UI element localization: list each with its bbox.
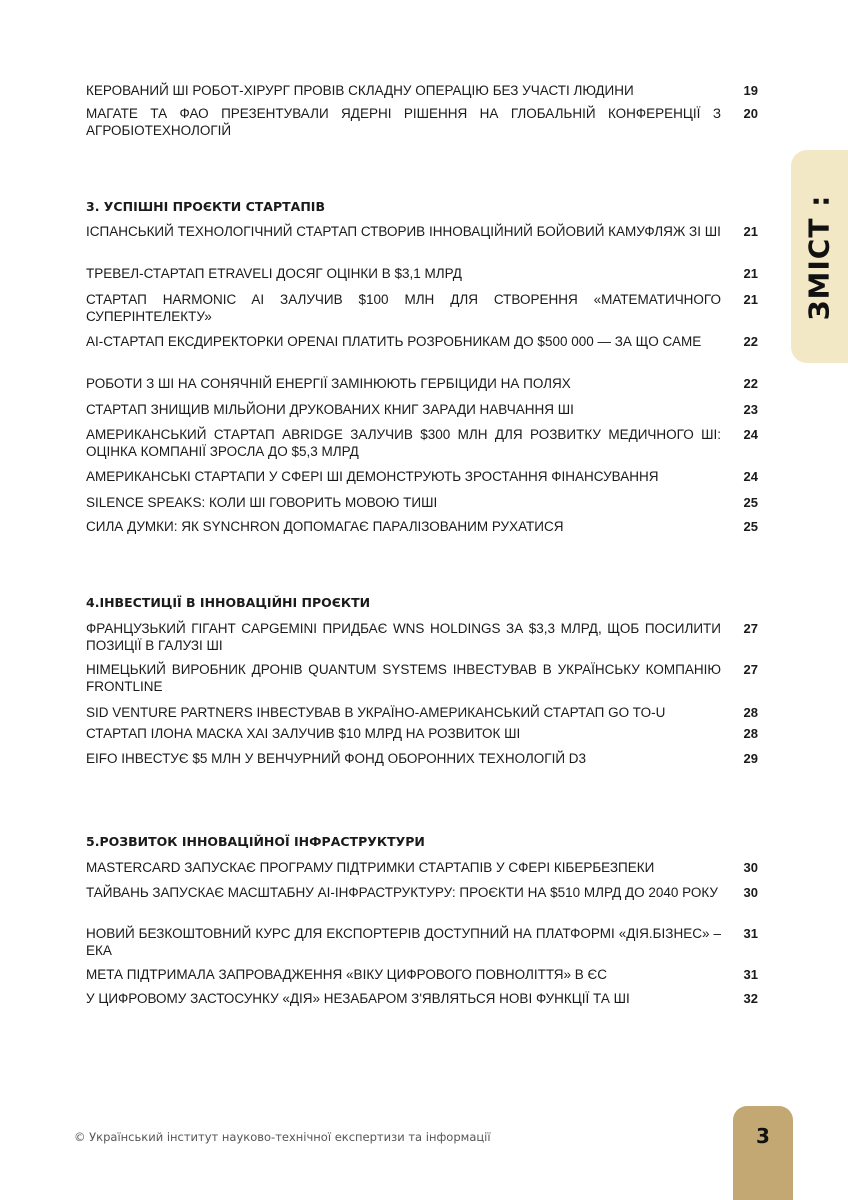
toc-entry[interactable] — [86, 468, 758, 485]
toc-entry-page: 32 — [743, 991, 758, 1006]
toc-entry-page: 28 — [743, 726, 758, 741]
toc-entry[interactable] — [86, 704, 758, 721]
toc-entry[interactable] — [86, 223, 758, 240]
toc-entry-page: 28 — [743, 705, 758, 720]
toc-entry-title: СТАРТАП HARMONIC AI ЗАЛУЧИВ $100 МЛН ДЛЯ СТВОРЕННЯ «МАТЕМАТИЧНОГО СУПЕРІНТЕЛЕКТУ» — [86, 292, 721, 324]
toc-entry-title: АМЕРИКАНСЬКІ СТАРТАПИ У СФЕРІ ШІ ДЕМОНСТРУЮТЬ ЗРОСТАННЯ ФІНАНСУВАННЯ — [86, 469, 659, 484]
toc-entry[interactable] — [86, 426, 758, 460]
toc-entry[interactable] — [86, 265, 758, 282]
page-number: 3 — [756, 1124, 770, 1148]
toc-entry-page: 24 — [743, 427, 758, 442]
toc-entry[interactable] — [86, 494, 758, 511]
toc-entry[interactable] — [86, 375, 758, 392]
toc-entry-page: 21 — [743, 292, 758, 307]
toc-entry-title: MASTERCARD ЗАПУСКАЄ ПРОГРАМУ ПІДТРИМКИ СТАРТАПІВ У СФЕРІ КІБЕРБЕЗПЕКИ — [86, 860, 655, 875]
toc-entry[interactable] — [86, 925, 758, 959]
toc-entry-page: 30 — [743, 860, 758, 875]
toc-entry-page: 22 — [743, 376, 758, 391]
toc-entry[interactable] — [86, 750, 758, 767]
toc-entry[interactable] — [86, 105, 758, 139]
toc-entry-title: У ЦИФРОВОМУ ЗАСТОСУНКУ «ДІЯ» НЕЗАБАРОМ З'ЯВЛЯТЬСЯ НОВІ ФУНКЦІЇ ТА ШІ — [86, 991, 630, 1006]
toc-entry[interactable] — [86, 990, 758, 1007]
toc-entry[interactable] — [86, 518, 758, 535]
toc-entry-page: 29 — [743, 751, 758, 766]
toc-entry[interactable] — [86, 859, 758, 876]
toc-entry-title: РОБОТИ З ШІ НА СОНЯЧНІЙ ЕНЕРГІЇ ЗАМІНЮЮТЬ ГЕРБІЦИДИ НА ПОЛЯХ — [86, 376, 571, 391]
toc-entry-page: 22 — [743, 334, 758, 349]
toc-entry-title: AI-СТАРТАП ЕКСДИРЕКТОРКИ OPENAI ПЛАТИТЬ РОЗРОБНИКАМ ДО $500 000 — ЗА ЩО САМЕ — [86, 334, 702, 349]
toc-entry-title: СТАРТАП ІЛОНА МАСКА XAI ЗАЛУЧИВ $10 МЛРД НА РОЗВИТОК ШІ — [86, 726, 521, 741]
toc-entry-title: ТРЕВЕЛ-СТАРТАП ETRAVELI ДОСЯГ ОЦІНКИ В $3,1 МЛРД — [86, 266, 462, 281]
toc-entry-page: 25 — [743, 519, 758, 534]
toc-entry-page: 27 — [743, 621, 758, 636]
toc-entry[interactable] — [86, 725, 758, 742]
toc-entry-page: 24 — [743, 469, 758, 484]
page-number-tab — [733, 1106, 793, 1200]
toc-entry-title: СИЛА ДУМКИ: ЯК SYNCHRON ДОПОМАГАЄ ПАРАЛІЗОВАНИМ РУХАТИСЯ — [86, 519, 564, 534]
toc-entry-title: МЕТА ПІДТРИМАЛА ЗАПРОВАДЖЕННЯ «ВІКУ ЦИФРОВОГО ПОВНОЛІТТЯ» В ЄС — [86, 967, 608, 982]
toc-entry-title: EIFO ІНВЕСТУЄ $5 МЛН У ВЕНЧУРНИЙ ФОНД ОБОРОННИХ ТЕХНОЛОГІЙ D3 — [86, 751, 587, 766]
toc-entry-title: ІСПАНСЬКИЙ ТЕХНОЛОГІЧНИЙ СТАРТАП СТВОРИВ ІННОВАЦІЙНИЙ БОЙОВИЙ КАМУФЛЯЖ ЗІ ШІ — [86, 224, 721, 239]
toc-entry[interactable] — [86, 333, 758, 350]
footer-copyright: © Український інститут науково-технічної експертизи та інформації — [74, 1130, 491, 1144]
toc-entry[interactable] — [86, 620, 758, 654]
toc-entry[interactable] — [86, 401, 758, 418]
side-tab-label-box — [799, 165, 839, 350]
toc-entry-title: ТАЙВАНЬ ЗАПУСКАЄ МАСШТАБНУ AI-ІНФРАСТРУКТУРУ: ПРОЄКТИ НА $510 МЛРД ДО 2040 РОКУ — [86, 885, 718, 900]
toc-entry-title: АМЕРИКАНСЬКИЙ СТАРТАП ABRIDGE ЗАЛУЧИВ $300 МЛН ДЛЯ РОЗВИТКУ МЕДИЧНОГО ШІ: ОЦІНКА КОМПАНІЇ ЗРОСЛА ДО $5,3 МЛРД — [86, 427, 721, 459]
toc-entry-title: SID VENTURE PARTNERS ІНВЕСТУВАВ В УКРАЇНО-АМЕРИКАНСЬКИЙ СТАРТАП GO TO-U — [86, 705, 666, 720]
toc-entry[interactable] — [86, 291, 758, 325]
side-tab-label: ЗМІСТ : — [802, 194, 836, 321]
toc-entry-page: 31 — [743, 967, 758, 982]
toc-entry-page: 27 — [743, 662, 758, 677]
toc-entry-page: 20 — [743, 106, 758, 121]
toc-entry[interactable] — [86, 884, 758, 901]
section-title: 3. УСПІШНІ ПРОЄКТИ СТАРТАПІВ — [86, 199, 325, 214]
toc-entry[interactable] — [86, 661, 758, 695]
toc-entry-page: 31 — [743, 926, 758, 941]
toc-entry[interactable] — [86, 82, 758, 99]
section-title: 4.ІНВЕСТИЦІЇ В ІННОВАЦІЙНІ ПРОЄКТИ — [86, 595, 371, 610]
toc-entry-page: 25 — [743, 495, 758, 510]
toc-entry-title: SILENCE SPEAKS: КОЛИ ШІ ГОВОРИТЬ МОВОЮ ТИШІ — [86, 495, 438, 510]
toc-entry-page: 30 — [743, 885, 758, 900]
toc-entry-page: 23 — [743, 402, 758, 417]
toc-entry-title: НОВИЙ БЕЗКОШТОВНИЙ КУРС ДЛЯ ЕКСПОРТЕРІВ ДОСТУПНИЙ НА ПЛАТФОРМІ «ДІЯ.БІЗНЕС» – ЕКА — [86, 926, 721, 958]
toc-entry-title: КЕРОВАНИЙ ШІ РОБОТ-ХІРУРГ ПРОВІВ СКЛАДНУ ОПЕРАЦІЮ БЕЗ УЧАСТІ ЛЮДИНИ — [86, 83, 634, 98]
toc-entry-title: ФРАНЦУЗЬКИЙ ГІГАНТ CAPGEMINI ПРИДБАЄ WNS HOLDINGS ЗА $3,3 МЛРД, ЩОБ ПОСИЛИТИ ПОЗИЦІЇ В ГАЛУЗІ ШІ — [86, 621, 721, 653]
toc-entry-title: МАГАТЕ ТА ФАО ПРЕЗЕНТУВАЛИ ЯДЕРНІ РІШЕННЯ НА ГЛОБАЛЬНІЙ КОНФЕРЕНЦІЇ З АГРОБІОТЕХНОЛОГІЙ — [86, 106, 721, 138]
toc-entry-title: НІМЕЦЬКИЙ ВИРОБНИК ДРОНІВ QUANTUM SYSTEMS ІНВЕСТУВАВ В УКРАЇНСЬКУ КОМПАНІЮ FRONTLINE — [86, 662, 721, 694]
section-title: 5.РОЗВИТОК ІННОВАЦІЙНОЇ ІНФРАСТРУКТУРИ — [86, 834, 425, 849]
toc-entry-page: 21 — [743, 224, 758, 239]
toc-entry-page: 21 — [743, 266, 758, 281]
toc-entry[interactable] — [86, 966, 758, 983]
toc-entry-page: 19 — [743, 83, 758, 98]
toc-entry-title: СТАРТАП ЗНИЩИВ МІЛЬЙОНИ ДРУКОВАНИХ КНИГ ЗАРАДИ НАВЧАННЯ ШІ — [86, 402, 574, 417]
